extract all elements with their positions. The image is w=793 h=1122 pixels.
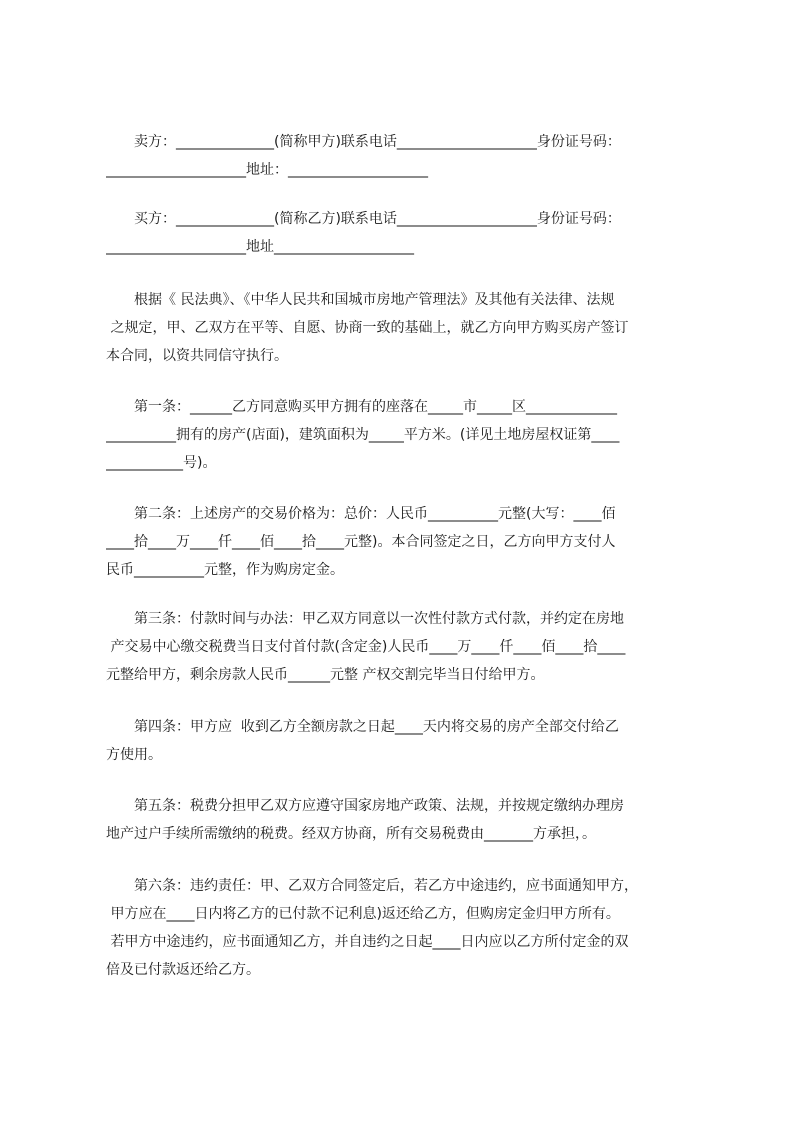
article-5-paragraph — [106, 792, 706, 848]
article-3-line-1: 第三条：付款时间与办法：甲乙双方同意以一次性付款方式付款，并约定在房地 — [134, 611, 624, 627]
preamble-line-2: 之规定，甲、乙双方在平等、自愿、协商一致的基础上，就乙方向甲方购买房产签订 — [106, 320, 629, 336]
article-4-paragraph — [106, 713, 706, 769]
seller-line-2: ____________________地址：____________________ — [106, 162, 428, 178]
article-1-line-2: __________拥有的房产(店面)，建筑面积为_____平方米。(详见土地房屋权证第____ — [106, 427, 620, 443]
seller-paragraph — [106, 128, 706, 184]
article-5-line-1: 第五条：税费分担甲乙双方应遵守国家房地产政策、法规，并按规定缴纳办理房 — [134, 798, 624, 814]
article-6-paragraph — [106, 872, 706, 984]
article-2-line-3: 民币__________元整，作为购房定金。 — [106, 562, 344, 578]
article-6-line-2: 甲方应在____日内将乙方的已付款不记利息)返还给乙方，但购房定金归甲方所有。 — [106, 906, 620, 922]
article-4-line-1: 第四条：甲方应 收到乙方全额房款之日起____天内将交易的房产全部交付给乙 — [134, 719, 619, 735]
preamble-line-1: 根据《 民法典》、《中华人民共和国城市房地产管理法》及其他有关法律、法规 — [134, 292, 615, 308]
article-1-paragraph — [106, 393, 706, 477]
buyer-line-1: 买方：______________(简称乙方)联系电话____________________身份证号码： — [134, 211, 621, 227]
article-1-line-1: 第一条：______乙方同意购买甲方拥有的座落在_____市_____区_____________ — [134, 399, 617, 415]
preamble-paragraph — [106, 286, 706, 370]
seller-line-1: 卖方：______________(简称甲方)联系电话____________________身份证号码： — [134, 134, 621, 150]
article-5-line-2: 地产过户手续所需缴纳的税费。经双方协商，所有交易税费由_______方承担，。 — [106, 826, 596, 842]
preamble-line-3: 本合同，以资共同信守执行。 — [106, 348, 288, 364]
article-3-line-3: 元整给甲方，剩余房款人民币______元整 产权交割完毕当日付给甲方。 — [106, 667, 545, 683]
article-1-line-3: ___________号)。 — [106, 455, 217, 471]
article-6-line-3: 若甲方中途违约，应书面通知乙方，并自违约之日起____日内应以乙方所付定金的双 — [106, 934, 629, 950]
article-3-paragraph — [106, 605, 706, 689]
buyer-paragraph — [106, 205, 706, 261]
article-2-paragraph — [106, 500, 706, 584]
buyer-line-2: ____________________地址____________________ — [106, 239, 414, 255]
article-6-line-1: 第六条：违约责任：甲、乙双方合同签定后，若乙方中途违约，应书面通知甲方， — [134, 878, 638, 894]
article-2-line-1: 第二条：上述房产的交易价格为：总价：人民币__________元整(大写：____佰 — [134, 506, 616, 522]
article-2-line-2: ____拾____万____仟____佰____拾____元整)。本合同签定之日，乙方向甲方支付人 — [106, 534, 616, 550]
article-3-line-2: 产交易中心缴交税费当日支付首付款(含定金)人民币____万____仟____佰____拾____ — [106, 639, 626, 655]
article-4-line-2: 方使用。 — [106, 747, 162, 763]
article-6-line-4: 倍及已付款返还给乙方。 — [106, 962, 260, 978]
